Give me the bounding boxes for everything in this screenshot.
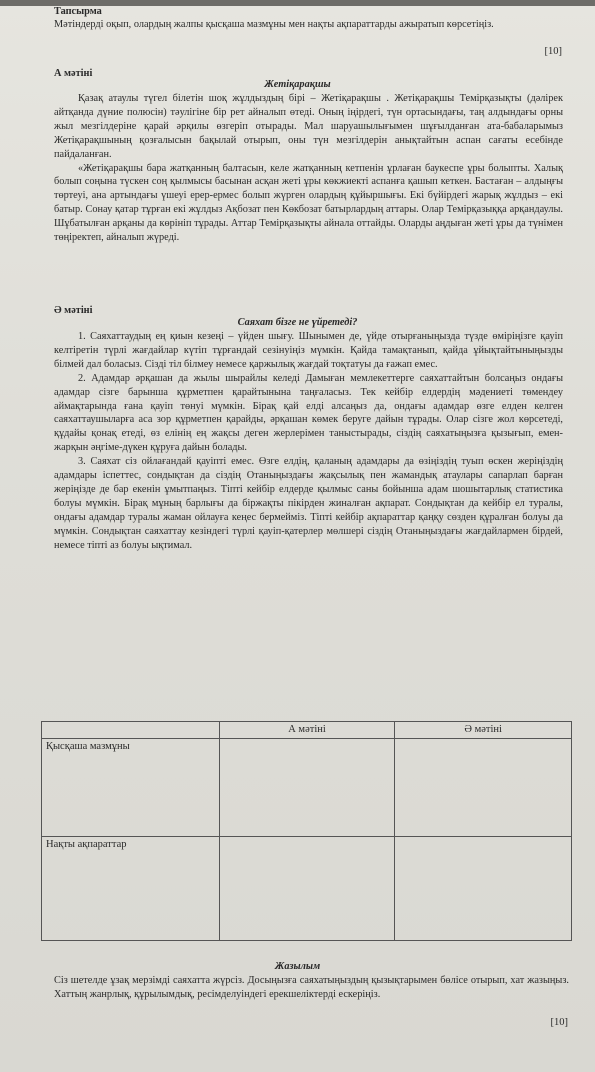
text-a-paragraph: «Жетіқарақшы бара жатқанның балтасын, келе жатқанның кетпенін ұрлаған баукеспе ұры болыпты. Халық болып соңына түскен соң қылмысы басынан асқан жеті ұры көкжиекті аспанға қашып кеткен. Бастаған – алдыңғы төртеуі, ана артындағы үшеуі ерер-ермес болып жүрген олардың құйыршығы. Екі бүйірдегі жарық жұлдыз – екі батыр. Сонау қатар тұрған екі жұлдыз Ақбозат пен Көкбозат батырлардың аттары. Олар Темірқазыққа арқандаулы. Шұбатылған арқаны да көрініп тұрады. Аттар Темірқазықты айнала оттайды. Оларды аңдыған жеті ұры да түнімен төңіректеп, айналып жүреді. — [54, 162, 563, 244]
text-a-paragraph: Қазақ атаулы түгел білетін шоқ жұлдыздың бірі – Жетіқарақшы . Жетіқарақшы Темірқазықты (дәлірек айтқанда дүние полюсін) тәулігіне бір рет айналып өтеді. Оның іңірдегі, түн ортасындағы, таң алдындағы орны жыл мезгілдеріне қарай әрқилы өзгеріп отырады. Мал шаруашылығымен шұғылданған ата-бабаларымыз Жетіқарақшының қозғалысын бақылай отырып, оны түн мезгілдерін анықтайтын аспан сағаты есебінде пайдаланған. — [54, 93, 563, 160]
row-label-facts: Нақты ақпараттар — [42, 836, 220, 940]
task-title: Тапсырма — [54, 6, 102, 17]
task-text: Мәтіндерді оқып, олардың жалпы қысқаша мазмұны мен нақты ақпараттарды ажыратып көрсетіңіз. — [54, 19, 494, 30]
text-a-title: Жетіқарақшы — [264, 79, 331, 90]
text-b-paragraph: 2. Адамдар әрқашан да жылы шырайлы келеді Дамыған мемлекеттерге саяхаттайтын болсаңыз ондағы адамдар сізге барынша құрметпен қарайтынына таңғаласыз. Тек кейбір елдердің мәдениеті төмендеу аймақтарында ғана қауіп төнуі мүмкін. Бірақ қай елді алсаңыз да, ондағы адамдар өзге елден келген саяхаттаушыларға аса зор құрметпен қарайды, әрқашан көмек беруге дайын тұрады. Олар сізге жол көрсетеді, құдайы қонақ етеді, өз елінің ең жақсы деген жерлерімен таныстырады, сіздің саяхатыңызға қызығып, емен-жарқын әңгіме-дүкен құруға дайын болады. — [54, 372, 563, 454]
text-b-body — [54, 330, 563, 553]
text-b-paragraph: 3. Саяхат сіз ойлағандай қауіпті емес. Өзге елдің, қаланың адамдары да өзіңіздің туып өскен жеріңіздің адамдары іспеттес, сондықтан да сіздің Отаныңыздағы жақсылық пен жамандық атаулары сапарлап барған жеріңізде де бар екенін ұмытпаңыз. Тіпті кейбір елдерде қылмыс саны бойынша адам шошытарлық статистика болуы мүмкін. Бірақ мұның барлығы да біржақты пікірден жиналған ақпарат. Сондықтан да кейбір ел туралы, ондағы адамдар туралы жаман ойлауға кеңес бермейміз. Тіпті кейбір ақпараттар қаңқу сөзден құралған болуы да мүмкін. Сондықтан саяхаттау кезіндегі түрлі қауіп-қатерлер мөлшері сіздің Отаныңыздағы жағдайлармен бірдей, немесе тіпті аз болуы ықтимал. — [54, 456, 563, 551]
text-b-label: Ә мәтіні — [54, 305, 93, 316]
answer-cell[interactable] — [219, 739, 395, 836]
writing-score: [10] — [550, 1017, 568, 1028]
table-row — [42, 836, 572, 940]
text-a-label: А мәтіні — [54, 68, 93, 79]
text-b-title: Саяхат бізге не үйретеді? — [237, 317, 358, 328]
text-a-body — [54, 92, 563, 245]
answer-table — [41, 721, 572, 941]
answer-cell[interactable] — [395, 836, 572, 940]
table-header-cell: А мәтіні — [219, 722, 395, 739]
table-header-cell — [42, 722, 220, 739]
answer-cell[interactable] — [395, 739, 572, 836]
answer-table-header — [42, 722, 572, 739]
task-score: [10] — [544, 46, 562, 57]
writing-title: Жазылым — [274, 961, 321, 972]
row-label-summary: Қысқаша мазмұны — [42, 739, 220, 836]
answer-cell[interactable] — [219, 836, 395, 940]
writing-text: Сіз шетелде ұзақ мерзімді саяхатта жүрсіз. Досыңызға саяхатыңыздың қызықтарымен бөлісе отырып, хат жазыңыз. Хаттың жанрлық, құрылымдық, ресімделуіндегі ерекшеліктерді ескеріңіз. — [54, 975, 569, 1000]
table-header-cell: Ә мәтіні — [395, 722, 572, 739]
table-row — [42, 739, 572, 836]
text-b-paragraph: 1. Саяхаттаудың ең қиын кезеңі – үйден шығу. Шынымен де, үйде отырғаныңызда түзде өміріңізге қауіп келтіретін түрлі жағдайлар күтіп тұрғандай сезінуіңіз мүмкін. Қайда тамақтанып, қайда ұйықтайтыныңызды білмей дал боласыз. Сізді тіл білмеу немесе қаржылық жағдай тоқтатуы да ғажап емес. — [54, 331, 563, 370]
